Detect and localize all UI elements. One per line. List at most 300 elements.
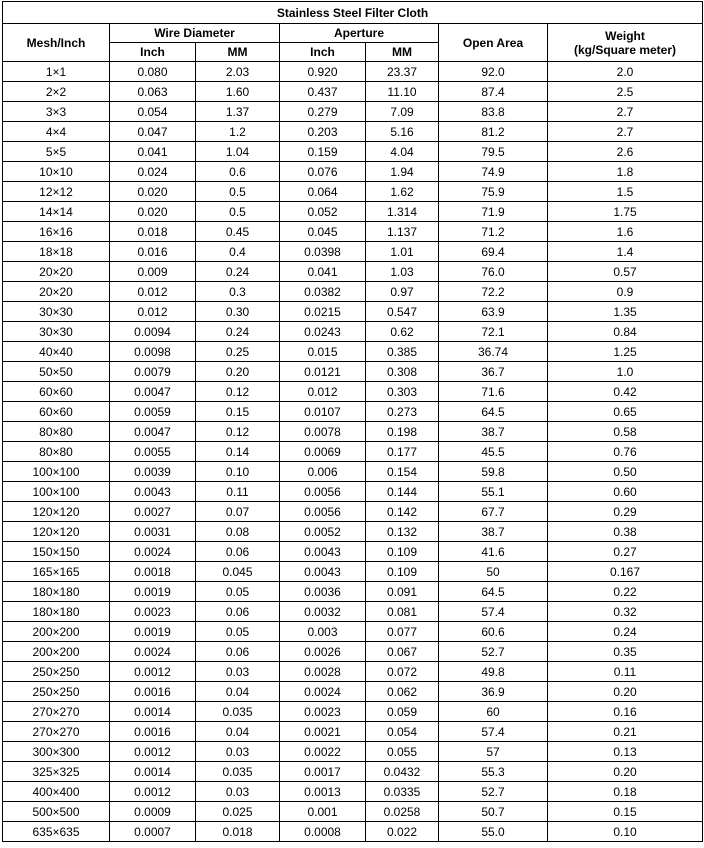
cell-mesh: 270×270 — [3, 722, 110, 742]
table-row — [3, 242, 703, 262]
cell-wire-inch: 0.0007 — [110, 822, 196, 842]
header-wire-mm: MM — [196, 43, 280, 62]
cell-open-area: 59.8 — [439, 462, 548, 482]
cell-aperture-inch: 0.920 — [280, 62, 366, 82]
cell-open-area: 38.7 — [439, 422, 548, 442]
table-row — [3, 742, 703, 762]
cell-aperture-mm: 0.385 — [366, 342, 439, 362]
cell-aperture-inch: 0.0043 — [280, 542, 366, 562]
cell-aperture-inch: 0.0008 — [280, 822, 366, 842]
cell-aperture-mm: 11.10 — [366, 82, 439, 102]
cell-open-area: 36.9 — [439, 682, 548, 702]
cell-open-area: 63.9 — [439, 302, 548, 322]
cell-mesh: 10×10 — [3, 162, 110, 182]
cell-wire-inch: 0.012 — [110, 302, 196, 322]
table-row — [3, 422, 703, 442]
cell-aperture-mm: 0.0432 — [366, 762, 439, 782]
cell-wire-inch: 0.0055 — [110, 442, 196, 462]
cell-weight: 1.25 — [548, 342, 703, 362]
cell-open-area: 57.4 — [439, 722, 548, 742]
table-row — [3, 282, 703, 302]
cell-aperture-mm: 0.091 — [366, 582, 439, 602]
table-row — [3, 162, 703, 182]
cell-mesh: 30×30 — [3, 322, 110, 342]
cell-open-area: 60.6 — [439, 622, 548, 642]
cell-mesh: 20×20 — [3, 282, 110, 302]
cell-mesh: 120×120 — [3, 502, 110, 522]
cell-open-area: 52.7 — [439, 642, 548, 662]
cell-weight: 2.5 — [548, 82, 703, 102]
header-mesh: Mesh/Inch — [3, 24, 110, 62]
cell-wire-inch: 0.0043 — [110, 482, 196, 502]
header-aperture-mm: MM — [366, 43, 439, 62]
cell-aperture-mm: 0.0335 — [366, 782, 439, 802]
cell-wire-mm: 0.035 — [196, 762, 280, 782]
cell-wire-inch: 0.024 — [110, 162, 196, 182]
cell-aperture-mm: 0.144 — [366, 482, 439, 502]
cell-wire-mm: 1.04 — [196, 142, 280, 162]
cell-wire-inch: 0.0024 — [110, 542, 196, 562]
cell-wire-mm: 1.2 — [196, 122, 280, 142]
cell-aperture-inch: 0.0107 — [280, 402, 366, 422]
cell-aperture-mm: 1.03 — [366, 262, 439, 282]
cell-wire-mm: 1.37 — [196, 102, 280, 122]
cell-aperture-mm: 0.022 — [366, 822, 439, 842]
table-row — [3, 462, 703, 482]
cell-wire-inch: 0.0047 — [110, 422, 196, 442]
cell-weight: 0.76 — [548, 442, 703, 462]
cell-open-area: 74.9 — [439, 162, 548, 182]
cell-wire-mm: 0.25 — [196, 342, 280, 362]
cell-aperture-mm: 0.067 — [366, 642, 439, 662]
table-row — [3, 402, 703, 422]
cell-open-area: 72.1 — [439, 322, 548, 342]
cell-aperture-mm: 1.314 — [366, 202, 439, 222]
cell-open-area: 67.7 — [439, 502, 548, 522]
cell-wire-inch: 0.0012 — [110, 782, 196, 802]
cell-open-area: 55.1 — [439, 482, 548, 502]
table-row — [3, 62, 703, 82]
cell-mesh: 300×300 — [3, 742, 110, 762]
cell-weight: 0.167 — [548, 562, 703, 582]
cell-open-area: 52.7 — [439, 782, 548, 802]
table-row — [3, 322, 703, 342]
cell-weight: 0.32 — [548, 602, 703, 622]
cell-wire-mm: 0.045 — [196, 562, 280, 582]
cell-aperture-inch: 0.0243 — [280, 322, 366, 342]
cell-weight: 0.65 — [548, 402, 703, 422]
cell-aperture-mm: 0.054 — [366, 722, 439, 742]
table-row — [3, 122, 703, 142]
cell-mesh: 325×325 — [3, 762, 110, 782]
cell-mesh: 20×20 — [3, 262, 110, 282]
cell-mesh: 180×180 — [3, 602, 110, 622]
cell-aperture-inch: 0.045 — [280, 222, 366, 242]
cell-aperture-inch: 0.076 — [280, 162, 366, 182]
table-row — [3, 582, 703, 602]
cell-aperture-inch: 0.015 — [280, 342, 366, 362]
cell-open-area: 38.7 — [439, 522, 548, 542]
cell-wire-mm: 0.15 — [196, 402, 280, 422]
cell-weight: 0.18 — [548, 782, 703, 802]
table-row — [3, 822, 703, 842]
table-row — [3, 362, 703, 382]
table-row — [3, 222, 703, 242]
cell-mesh: 250×250 — [3, 682, 110, 702]
cell-weight: 0.84 — [548, 322, 703, 342]
cell-open-area: 50 — [439, 562, 548, 582]
table-row — [3, 702, 703, 722]
cell-mesh: 60×60 — [3, 382, 110, 402]
table-row — [3, 782, 703, 802]
cell-wire-mm: 0.05 — [196, 582, 280, 602]
cell-mesh: 40×40 — [3, 342, 110, 362]
cell-wire-mm: 0.04 — [196, 722, 280, 742]
cell-aperture-inch: 0.279 — [280, 102, 366, 122]
cell-wire-inch: 0.080 — [110, 62, 196, 82]
cell-aperture-inch: 0.052 — [280, 202, 366, 222]
cell-weight: 0.24 — [548, 622, 703, 642]
table-row — [3, 802, 703, 822]
cell-aperture-mm: 1.01 — [366, 242, 439, 262]
cell-aperture-inch: 0.0024 — [280, 682, 366, 702]
cell-mesh: 12×12 — [3, 182, 110, 202]
cell-wire-mm: 0.05 — [196, 622, 280, 642]
table-row — [3, 542, 703, 562]
cell-wire-inch: 0.0014 — [110, 762, 196, 782]
cell-wire-inch: 0.0009 — [110, 802, 196, 822]
cell-wire-mm: 0.24 — [196, 322, 280, 342]
cell-open-area: 36.74 — [439, 342, 548, 362]
cell-wire-inch: 0.0019 — [110, 582, 196, 602]
cell-wire-mm: 0.4 — [196, 242, 280, 262]
cell-open-area: 83.8 — [439, 102, 548, 122]
table-row — [3, 442, 703, 462]
cell-wire-inch: 0.041 — [110, 142, 196, 162]
cell-weight: 0.27 — [548, 542, 703, 562]
cell-wire-inch: 0.0024 — [110, 642, 196, 662]
cell-wire-mm: 0.14 — [196, 442, 280, 462]
cell-aperture-mm: 0.547 — [366, 302, 439, 322]
cell-wire-mm: 0.025 — [196, 802, 280, 822]
cell-aperture-mm: 0.059 — [366, 702, 439, 722]
cell-mesh: 18×18 — [3, 242, 110, 262]
cell-wire-inch: 0.0047 — [110, 382, 196, 402]
cell-weight: 0.13 — [548, 742, 703, 762]
cell-mesh: 180×180 — [3, 582, 110, 602]
cell-wire-inch: 0.0094 — [110, 322, 196, 342]
cell-mesh: 400×400 — [3, 782, 110, 802]
cell-wire-inch: 0.0019 — [110, 622, 196, 642]
cell-wire-mm: 0.03 — [196, 742, 280, 762]
cell-aperture-mm: 0.177 — [366, 442, 439, 462]
cell-aperture-mm: 0.198 — [366, 422, 439, 442]
cell-weight: 1.5 — [548, 182, 703, 202]
cell-weight: 0.58 — [548, 422, 703, 442]
cell-wire-inch: 0.0059 — [110, 402, 196, 422]
cell-weight: 1.8 — [548, 162, 703, 182]
cell-aperture-inch: 0.0078 — [280, 422, 366, 442]
cell-weight: 0.20 — [548, 682, 703, 702]
cell-aperture-inch: 0.003 — [280, 622, 366, 642]
cell-aperture-inch: 0.0036 — [280, 582, 366, 602]
cell-wire-mm: 0.45 — [196, 222, 280, 242]
cell-aperture-mm: 0.109 — [366, 562, 439, 582]
cell-mesh: 50×50 — [3, 362, 110, 382]
cell-wire-mm: 0.11 — [196, 482, 280, 502]
header-aperture: Aperture — [280, 24, 439, 43]
cell-aperture-inch: 0.0032 — [280, 602, 366, 622]
table-row — [3, 82, 703, 102]
cell-aperture-mm: 1.137 — [366, 222, 439, 242]
header-weight-line2: (kg/Square meter) — [573, 42, 677, 57]
cell-wire-mm: 0.20 — [196, 362, 280, 382]
cell-wire-mm: 0.04 — [196, 682, 280, 702]
table-container — [2, 1, 704, 842]
cell-open-area: 57 — [439, 742, 548, 762]
cell-weight: 2.7 — [548, 102, 703, 122]
cell-open-area: 71.9 — [439, 202, 548, 222]
cell-weight: 0.35 — [548, 642, 703, 662]
table-title: Stainless Steel Filter Cloth — [3, 2, 703, 24]
cell-mesh: 5×5 — [3, 142, 110, 162]
cell-open-area: 49.8 — [439, 662, 548, 682]
cell-wire-inch: 0.0023 — [110, 602, 196, 622]
cell-weight: 0.9 — [548, 282, 703, 302]
cell-wire-inch: 0.054 — [110, 102, 196, 122]
cell-aperture-inch: 0.203 — [280, 122, 366, 142]
table-row — [3, 722, 703, 742]
cell-mesh: 4×4 — [3, 122, 110, 142]
header-weight-line1: Weight — [605, 28, 645, 43]
header-aperture-inch: Inch — [280, 43, 366, 62]
cell-aperture-inch: 0.006 — [280, 462, 366, 482]
cell-aperture-inch: 0.0398 — [280, 242, 366, 262]
cell-aperture-inch: 0.0017 — [280, 762, 366, 782]
cell-aperture-inch: 0.0023 — [280, 702, 366, 722]
cell-aperture-inch: 0.0056 — [280, 502, 366, 522]
cell-wire-mm: 0.6 — [196, 162, 280, 182]
cell-weight: 1.6 — [548, 222, 703, 242]
cell-wire-mm: 0.06 — [196, 602, 280, 622]
cell-wire-inch: 0.0012 — [110, 662, 196, 682]
cell-aperture-inch: 0.0026 — [280, 642, 366, 662]
cell-aperture-inch: 0.0056 — [280, 482, 366, 502]
cell-aperture-inch: 0.0382 — [280, 282, 366, 302]
cell-open-area: 87.4 — [439, 82, 548, 102]
cell-open-area: 57.4 — [439, 602, 548, 622]
cell-weight: 1.35 — [548, 302, 703, 322]
cell-wire-mm: 0.03 — [196, 782, 280, 802]
cell-wire-inch: 0.016 — [110, 242, 196, 262]
cell-aperture-inch: 0.0021 — [280, 722, 366, 742]
cell-aperture-mm: 5.16 — [366, 122, 439, 142]
cell-mesh: 80×80 — [3, 422, 110, 442]
cell-mesh: 16×16 — [3, 222, 110, 242]
cell-wire-mm: 0.06 — [196, 642, 280, 662]
cell-aperture-inch: 0.041 — [280, 262, 366, 282]
table-row — [3, 102, 703, 122]
cell-open-area: 71.6 — [439, 382, 548, 402]
cell-mesh: 1×1 — [3, 62, 110, 82]
cell-open-area: 76.0 — [439, 262, 548, 282]
cell-wire-inch: 0.0014 — [110, 702, 196, 722]
filter-cloth-table — [2, 1, 703, 842]
table-row — [3, 642, 703, 662]
cell-open-area: 92.0 — [439, 62, 548, 82]
cell-aperture-mm: 0.62 — [366, 322, 439, 342]
cell-mesh: 60×60 — [3, 402, 110, 422]
table-row — [3, 262, 703, 282]
cell-aperture-inch: 0.0215 — [280, 302, 366, 322]
cell-weight: 1.75 — [548, 202, 703, 222]
cell-open-area: 45.5 — [439, 442, 548, 462]
cell-wire-mm: 0.08 — [196, 522, 280, 542]
cell-wire-inch: 0.0031 — [110, 522, 196, 542]
cell-open-area: 75.9 — [439, 182, 548, 202]
table-row — [3, 562, 703, 582]
cell-open-area: 60 — [439, 702, 548, 722]
cell-open-area: 81.2 — [439, 122, 548, 142]
cell-wire-inch: 0.009 — [110, 262, 196, 282]
cell-wire-inch: 0.047 — [110, 122, 196, 142]
cell-aperture-mm: 4.04 — [366, 142, 439, 162]
cell-aperture-inch: 0.159 — [280, 142, 366, 162]
cell-aperture-mm: 1.62 — [366, 182, 439, 202]
table-row — [3, 142, 703, 162]
table-row — [3, 482, 703, 502]
cell-weight: 0.10 — [548, 822, 703, 842]
cell-mesh: 100×100 — [3, 462, 110, 482]
cell-wire-inch: 0.0079 — [110, 362, 196, 382]
cell-open-area: 55.3 — [439, 762, 548, 782]
cell-aperture-inch: 0.064 — [280, 182, 366, 202]
cell-aperture-inch: 0.0043 — [280, 562, 366, 582]
cell-weight: 0.50 — [548, 462, 703, 482]
cell-aperture-mm: 0.303 — [366, 382, 439, 402]
cell-wire-mm: 0.30 — [196, 302, 280, 322]
cell-aperture-mm: 0.97 — [366, 282, 439, 302]
cell-aperture-inch: 0.0028 — [280, 662, 366, 682]
cell-aperture-mm: 0.273 — [366, 402, 439, 422]
cell-aperture-inch: 0.437 — [280, 82, 366, 102]
cell-aperture-inch: 0.0052 — [280, 522, 366, 542]
table-row — [3, 342, 703, 362]
cell-weight: 0.20 — [548, 762, 703, 782]
cell-open-area: 69.4 — [439, 242, 548, 262]
cell-wire-mm: 0.03 — [196, 662, 280, 682]
cell-weight: 0.42 — [548, 382, 703, 402]
cell-aperture-inch: 0.0121 — [280, 362, 366, 382]
cell-mesh: 2×2 — [3, 82, 110, 102]
cell-wire-mm: 0.10 — [196, 462, 280, 482]
cell-wire-mm: 0.12 — [196, 422, 280, 442]
cell-wire-inch: 0.018 — [110, 222, 196, 242]
cell-aperture-inch: 0.012 — [280, 382, 366, 402]
cell-aperture-mm: 0.062 — [366, 682, 439, 702]
header-weight — [548, 24, 703, 62]
table-row — [3, 302, 703, 322]
cell-aperture-mm: 0.077 — [366, 622, 439, 642]
cell-wire-mm: 1.60 — [196, 82, 280, 102]
table-row — [3, 502, 703, 522]
cell-aperture-inch: 0.001 — [280, 802, 366, 822]
table-row — [3, 202, 703, 222]
cell-mesh: 80×80 — [3, 442, 110, 462]
cell-mesh: 270×270 — [3, 702, 110, 722]
cell-weight: 0.57 — [548, 262, 703, 282]
cell-aperture-mm: 7.09 — [366, 102, 439, 122]
cell-wire-inch: 0.0039 — [110, 462, 196, 482]
cell-mesh: 100×100 — [3, 482, 110, 502]
cell-wire-mm: 2.03 — [196, 62, 280, 82]
cell-wire-inch: 0.0016 — [110, 722, 196, 742]
cell-weight: 1.4 — [548, 242, 703, 262]
cell-mesh: 14×14 — [3, 202, 110, 222]
cell-weight: 2.6 — [548, 142, 703, 162]
table-row — [3, 522, 703, 542]
table-row — [3, 662, 703, 682]
table-row — [3, 602, 703, 622]
cell-wire-mm: 0.06 — [196, 542, 280, 562]
cell-aperture-inch: 0.0069 — [280, 442, 366, 462]
cell-wire-mm: 0.07 — [196, 502, 280, 522]
cell-open-area: 41.6 — [439, 542, 548, 562]
cell-open-area: 64.5 — [439, 402, 548, 422]
cell-aperture-mm: 0.081 — [366, 602, 439, 622]
cell-open-area: 50.7 — [439, 802, 548, 822]
cell-weight: 0.38 — [548, 522, 703, 542]
cell-wire-inch: 0.020 — [110, 202, 196, 222]
cell-weight: 0.60 — [548, 482, 703, 502]
cell-open-area: 72.2 — [439, 282, 548, 302]
cell-aperture-mm: 0.072 — [366, 662, 439, 682]
cell-weight: 2.0 — [548, 62, 703, 82]
cell-aperture-mm: 0.154 — [366, 462, 439, 482]
cell-wire-mm: 0.24 — [196, 262, 280, 282]
cell-mesh: 635×635 — [3, 822, 110, 842]
cell-mesh: 200×200 — [3, 622, 110, 642]
cell-aperture-inch: 0.0022 — [280, 742, 366, 762]
cell-wire-mm: 0.035 — [196, 702, 280, 722]
cell-weight: 0.22 — [548, 582, 703, 602]
cell-wire-inch: 0.012 — [110, 282, 196, 302]
cell-mesh: 30×30 — [3, 302, 110, 322]
table-body — [3, 62, 703, 842]
cell-wire-inch: 0.0012 — [110, 742, 196, 762]
cell-open-area: 71.2 — [439, 222, 548, 242]
cell-mesh: 250×250 — [3, 662, 110, 682]
cell-mesh: 200×200 — [3, 642, 110, 662]
table-row — [3, 682, 703, 702]
cell-aperture-mm: 23.37 — [366, 62, 439, 82]
header-wire-inch: Inch — [110, 43, 196, 62]
cell-mesh: 3×3 — [3, 102, 110, 122]
cell-weight: 0.11 — [548, 662, 703, 682]
cell-aperture-mm: 0.142 — [366, 502, 439, 522]
cell-aperture-mm: 0.132 — [366, 522, 439, 542]
cell-mesh: 120×120 — [3, 522, 110, 542]
cell-mesh: 500×500 — [3, 802, 110, 822]
cell-wire-inch: 0.0018 — [110, 562, 196, 582]
cell-weight: 0.16 — [548, 702, 703, 722]
cell-aperture-mm: 0.109 — [366, 542, 439, 562]
cell-open-area: 55.0 — [439, 822, 548, 842]
cell-aperture-mm: 1.94 — [366, 162, 439, 182]
cell-open-area: 36.7 — [439, 362, 548, 382]
cell-weight: 0.21 — [548, 722, 703, 742]
cell-aperture-mm: 0.055 — [366, 742, 439, 762]
